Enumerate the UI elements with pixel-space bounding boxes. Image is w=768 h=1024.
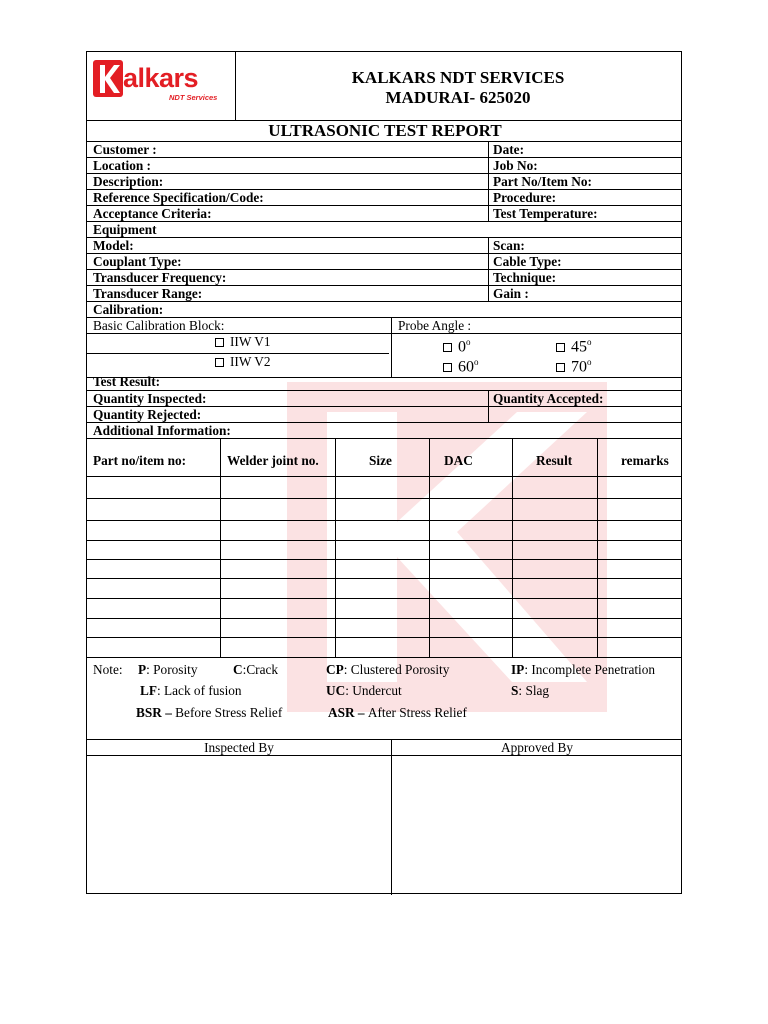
table-row: [87, 540, 681, 541]
table-row: [87, 476, 681, 477]
note-sep: :: [157, 683, 165, 698]
note-sep: :: [524, 662, 532, 677]
rule: [87, 221, 681, 222]
checkbox-iiw-v2[interactable]: [215, 358, 224, 367]
note-text: Slag: [525, 683, 550, 698]
rule: [488, 141, 489, 221]
option-iiw-v1[interactable]: [215, 334, 271, 349]
note-sep: :: [343, 662, 351, 677]
field-scan: Scan:: [493, 238, 525, 253]
field-transducer-range: Transducer Range:: [93, 286, 203, 301]
field-equipment: Equipment: [93, 222, 157, 237]
logo-tagline: NDT Services: [169, 93, 218, 102]
company-logo: [93, 60, 225, 104]
rule: [87, 377, 681, 378]
rule: [488, 237, 489, 301]
rule: [335, 438, 336, 657]
note-abbr: BSR: [136, 705, 162, 720]
note-abbr: UC: [326, 683, 346, 698]
field-couplant-type: Couplant Type:: [93, 254, 182, 269]
note-text: Crack: [246, 662, 279, 677]
angle-45-value: 45: [571, 338, 587, 356]
checkbox-angle-60[interactable]: [443, 363, 452, 372]
field-procedure: Procedure:: [493, 190, 557, 205]
table-row: [87, 618, 681, 619]
checkbox-angle-70[interactable]: [556, 363, 565, 372]
table-row: [87, 637, 681, 638]
approved-by-label: Approved By: [500, 740, 574, 755]
checkbox-angle-45[interactable]: [556, 343, 565, 352]
note-sep: :: [242, 662, 247, 677]
note-text: After Stress Relief: [367, 705, 467, 720]
note-crack: [233, 662, 278, 677]
note-abbr: S: [511, 683, 519, 698]
rule: [391, 317, 392, 377]
note-text: Before Stress Relief: [175, 705, 283, 720]
col-header-remarks: remarks: [621, 453, 669, 468]
col-header-size: Size: [369, 453, 392, 468]
inspected-by-label: Inspected By: [204, 740, 274, 755]
col-header-part-no: Part no/item no:: [93, 453, 187, 468]
calibration-heading: Calibration:: [93, 302, 164, 317]
note-porosity: [138, 662, 198, 677]
table-row: [87, 520, 681, 521]
rule: [87, 141, 681, 142]
rule: [512, 438, 513, 657]
note-text: Porosity: [153, 662, 198, 677]
note-asr: [328, 705, 467, 720]
field-part-no: Part No/Item No:: [493, 174, 592, 189]
rule: [87, 438, 681, 439]
option-angle-0[interactable]: [443, 335, 471, 354]
note-abbr: CP: [326, 662, 344, 677]
option-iiw-v2[interactable]: [215, 354, 271, 369]
note-abbr: IP: [511, 662, 525, 677]
field-technique: Technique:: [493, 270, 557, 285]
field-transducer-frequency: Transducer Frequency:: [93, 270, 227, 285]
table-row: [87, 578, 681, 579]
field-job-no: Job No:: [493, 158, 538, 173]
option-angle-70[interactable]: [556, 355, 592, 374]
table-row: [87, 559, 681, 560]
rule: [87, 301, 681, 302]
note-sep: :: [146, 662, 154, 677]
note-sep: :: [518, 683, 526, 698]
logo-wordmark: alkars: [123, 63, 199, 93]
note-bsr: [136, 705, 282, 720]
note-sep: –: [354, 705, 368, 720]
field-cable-type: Cable Type:: [493, 254, 562, 269]
field-qty-rejected: Quantity Rejected:: [93, 407, 202, 422]
option-angle-45[interactable]: [556, 335, 592, 354]
note-clustered-porosity: [326, 662, 449, 677]
degree-mark: o: [466, 337, 471, 347]
option-angle-60[interactable]: [443, 355, 479, 374]
option-iiw-v2-label: IIW V2: [230, 354, 271, 369]
rule: [87, 237, 681, 238]
field-qty-accepted: Quantity Accepted:: [493, 391, 604, 406]
angle-0-value: 0: [458, 338, 466, 356]
table-row: [87, 657, 681, 658]
checkbox-iiw-v1[interactable]: [215, 338, 224, 347]
ut-report-form: [86, 51, 682, 894]
rule: [87, 353, 389, 354]
degree-mark: o: [587, 337, 592, 347]
degree-mark: o: [474, 357, 479, 367]
note-abbr: P: [138, 662, 147, 677]
field-test-temperature: Test Temperature:: [493, 206, 598, 221]
note-undercut: [326, 683, 402, 698]
note-incomplete-penetration: [511, 662, 655, 677]
field-description: Description:: [93, 174, 164, 189]
rule: [391, 739, 392, 895]
col-header-result: Result: [536, 453, 573, 468]
company-city: MADURAI- 625020: [385, 88, 531, 107]
table-row: [87, 598, 681, 599]
rule: [87, 333, 681, 334]
report-title: ULTRASONIC TEST REPORT: [268, 121, 502, 140]
company-name: KALKARS NDT SERVICES: [351, 68, 565, 87]
rule: [597, 438, 598, 657]
note-sep: :: [345, 683, 353, 698]
note-text: Lack of fusion: [164, 683, 242, 698]
table-row: [87, 498, 681, 499]
col-header-welder-joint: Welder joint no.: [227, 453, 319, 468]
field-date: Date:: [493, 142, 525, 157]
note-abbr: ASR: [328, 705, 355, 720]
angle-60-value: 60: [458, 358, 474, 376]
note-text: Clustered Porosity: [350, 662, 450, 677]
calibration-block-label: Basic Calibration Block:: [93, 318, 225, 333]
angle-70-value: 70: [571, 358, 587, 376]
note-label: Note:: [93, 662, 123, 677]
field-reference-spec: Reference Specification/Code:: [93, 190, 264, 205]
field-additional-info: Additional Information:: [93, 423, 231, 438]
field-qty-inspected: Quantity Inspected:: [93, 391, 207, 406]
col-header-dac: DAC: [444, 453, 473, 468]
rule: [220, 438, 221, 657]
rule: [429, 438, 430, 657]
field-gain: Gain :: [493, 286, 529, 301]
rule: [87, 755, 681, 756]
checkbox-angle-0[interactable]: [443, 343, 452, 352]
option-iiw-v1-label: IIW V1: [230, 334, 271, 349]
rule: [87, 157, 681, 158]
note-text: Undercut: [352, 683, 402, 698]
note-sep: –: [161, 705, 176, 720]
note-abbr: LF: [140, 683, 157, 698]
field-acceptance-criteria: Acceptance Criteria:: [93, 206, 212, 221]
note-slag: [511, 683, 549, 698]
field-model: Model:: [93, 238, 134, 253]
note-text: Incomplete Penetration: [531, 662, 656, 677]
test-result-heading: Test Result:: [93, 374, 161, 389]
note-abbr: C: [233, 662, 243, 677]
note-lack-of-fusion: [140, 683, 242, 698]
field-location: Location :: [93, 158, 151, 173]
field-customer: Customer :: [93, 142, 157, 157]
probe-angle-label: Probe Angle :: [398, 318, 472, 333]
degree-mark: o: [587, 357, 592, 367]
